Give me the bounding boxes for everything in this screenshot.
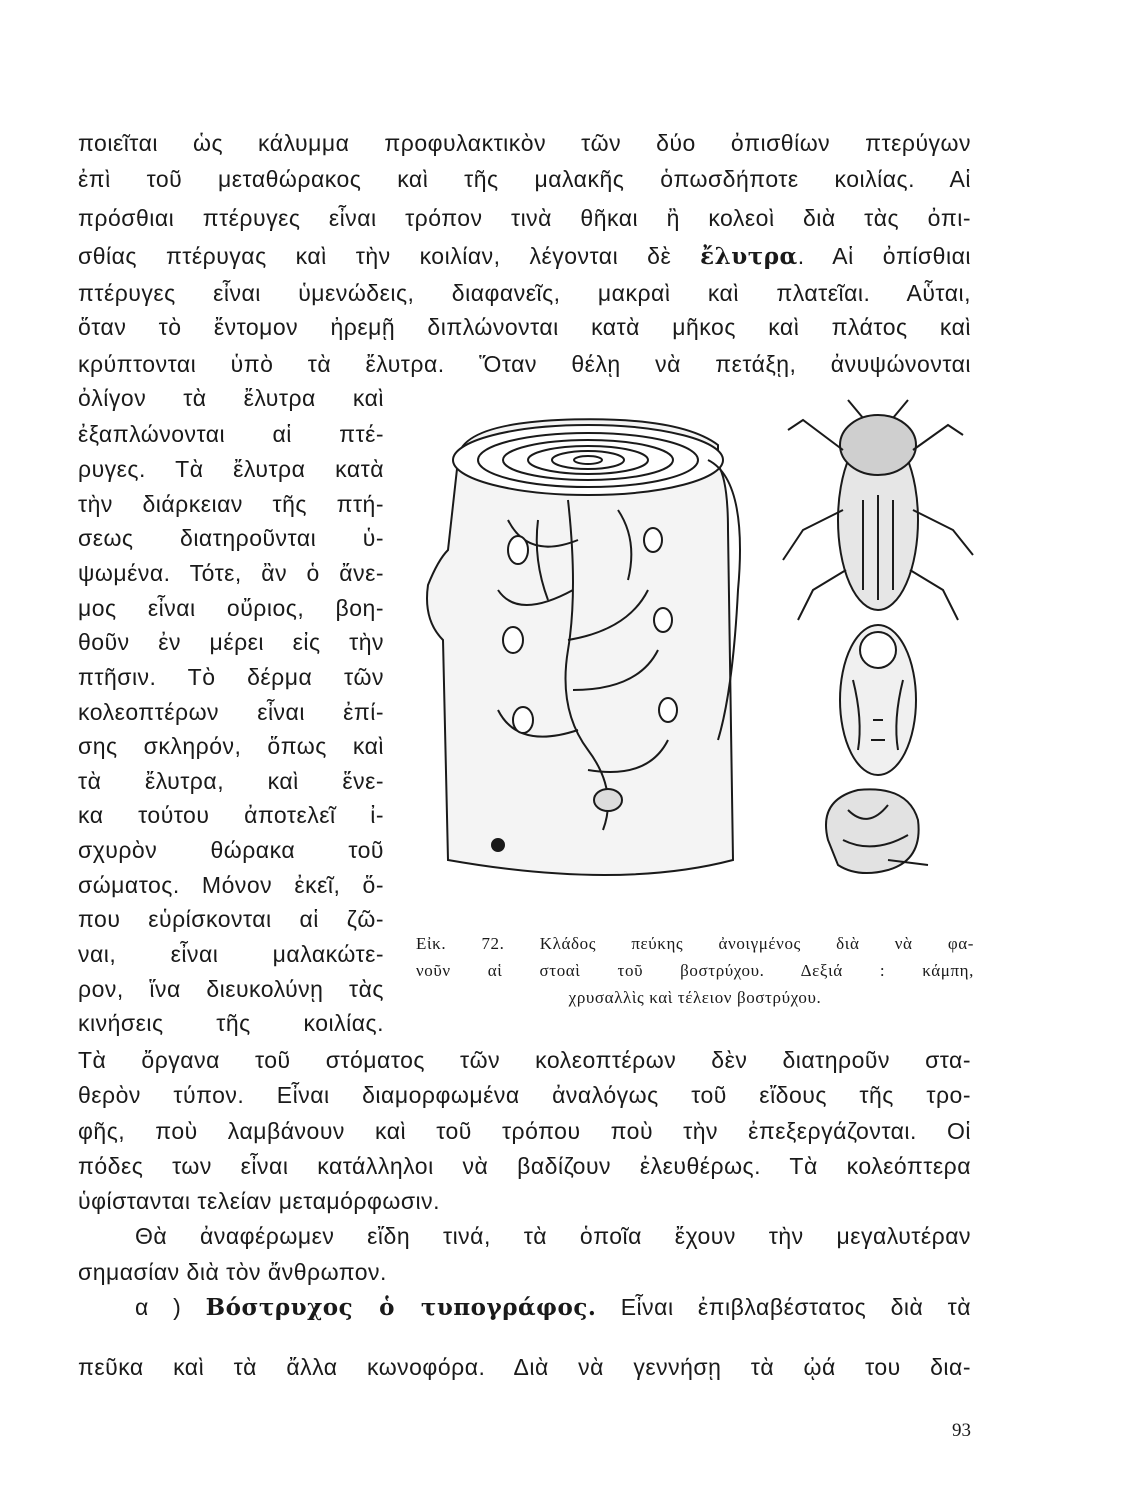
column-line: που εὑρίσκονται αἱ ζῶ-: [78, 906, 384, 932]
column-line: ψωμένα. Τότε, ἂν ὁ ἄνε-: [78, 560, 384, 586]
figure-caption: [416, 930, 974, 1011]
item-heading-line: [135, 1292, 971, 1323]
larva-illustration: [826, 789, 928, 873]
column-line: ρυγες. Τὰ ἔλυτρα κατὰ: [78, 456, 384, 482]
column-line: ἐξαπλώνονται αἱ πτέ-: [78, 421, 384, 447]
column-line: σώματος. Μόνον ἐκεῖ, ὅ-: [78, 872, 384, 898]
text-span: . Αἱ ὀπίσθιαι: [797, 243, 971, 269]
figure-illustration: [418, 390, 978, 900]
column-line: σεως διατηροῦνται ὑ-: [78, 525, 384, 551]
pine-branch-illustration: [427, 419, 740, 875]
column-line: τὴν διάρκειαν τῆς πτή-: [78, 491, 384, 517]
caption-line: νοῦν αἱ στοαὶ τοῦ βοστρύχου. Δεξιά : κάμπη,: [416, 961, 974, 980]
column-line: πτῆσιν. Τὸ δέρμα τῶν: [78, 664, 384, 690]
item-marker: α ): [135, 1294, 182, 1320]
column-line: μος εἶναι οὔριος, βοη-: [78, 595, 384, 621]
item-title: Βόστρυχος ὁ τυπογράφος.: [205, 1294, 597, 1321]
text-line: πτέρυγες εἶναι ὑμενώδεις, διαφανεῖς, μακραὶ καὶ πλατεῖαι. Αὗται,: [78, 280, 971, 306]
text-line-with-term: [78, 241, 971, 272]
item-text: Εἶναι ἐπιβλαβέστατος διὰ τὰ: [620, 1294, 972, 1320]
bark-beetle-illustration: [783, 400, 973, 620]
column-line: κολεοπτέρων εἶναι ἐπί-: [78, 699, 384, 725]
page-number: 93: [952, 1420, 971, 1441]
text-line: ἐπὶ τοῦ μεταθώρακος καὶ τῆς μαλακῆς ὁπωσδήποτε κοιλίας. Αἱ: [78, 166, 971, 192]
column-line: σχυρὸν θώρακα τοῦ: [78, 837, 384, 863]
text-line: θερὸν τύπον. Εἶναι διαμορφωμένα ἀναλόγως τοῦ εἴδους τῆς τρο-: [78, 1082, 971, 1108]
text-line: κρύπτονται ὑπὸ τὰ ἔλυτρα. Ὅταν θέλῃ νὰ πετάξῃ, ἀνυψώνονται: [78, 351, 971, 377]
column-line: ναι, εἶναι μαλακώτε-: [78, 941, 384, 967]
text-line: πεῦκα καὶ τὰ ἄλλα κωνοφόρα. Διὰ νὰ γεννήσῃ τὰ ᾠά του δια-: [78, 1354, 971, 1380]
text-line: Θὰ ἀναφέρωμεν εἴδη τινά, τὰ ὁποῖα ἔχουν τὴν μεγαλυτέραν: [135, 1223, 971, 1249]
text-line: ποιεῖται ὡς κάλυμμα προφυλακτικὸν τῶν δύο ὀπισθίων πτερύγων: [78, 130, 971, 156]
caption-line: Εἰκ. 72. Κλάδος πεύκης ἀνοιγμένος διὰ νὰ φα-: [416, 934, 974, 953]
term-elytra: ἔλυτρα: [700, 243, 798, 270]
chrysalis-illustration: [840, 625, 916, 775]
column-line: κινήσεις τῆς κοιλίας.: [78, 1010, 384, 1036]
text-line: σημασίαν διὰ τὸν ἄνθρωπον.: [78, 1259, 387, 1285]
column-line: θοῦν ἐν μέρει εἰς τὴν: [78, 629, 384, 655]
column-line: ρον, ἵνα διευκολύνῃ τὰς: [78, 976, 384, 1002]
column-line: σης σκληρόν, ὅπως καὶ: [78, 733, 384, 759]
caption-line: χρυσαλλὶς καὶ τέλειον βοστρύχου.: [568, 988, 822, 1007]
text-line: ὅταν τὸ ἔντομον ἠρεμῇ διπλώνονται κατὰ μῆκος καὶ πλάτος καὶ: [78, 314, 971, 340]
text-line: πόδες των εἶναι κατάλληλοι νὰ βαδίζουν ἐλευθέρως. Τὰ κολεόπτερα: [78, 1153, 971, 1179]
text-span: σθίας πτέρυγας καὶ τὴν κοιλίαν, λέγονται δὲ: [78, 243, 672, 269]
text-line: φῆς, ποὺ λαμβάνουν καὶ τοῦ τρόπου ποὺ τὴν ἐπεξεργάζονται. Οἱ: [78, 1118, 971, 1144]
column-line: τὰ ἔλυτρα, καὶ ἕνε-: [78, 768, 384, 794]
column-line: κα τούτου ἀποτελεῖ ἰ-: [78, 802, 384, 828]
column-line: ὀλίγον τὰ ἔλυτρα καὶ: [78, 385, 384, 411]
text-line: ὑφίστανται τελείαν μεταμόρφωσιν.: [78, 1188, 441, 1214]
text-line: πρόσθιαι πτέρυγες εἶναι τρόπον τινὰ θῆκαι ἢ κολεοὶ διὰ τὰς ὀπι-: [78, 205, 971, 231]
text-line: Τὰ ὄργανα τοῦ στόματος τῶν κολεοπτέρων δὲν διατηροῦν στα-: [78, 1047, 971, 1073]
